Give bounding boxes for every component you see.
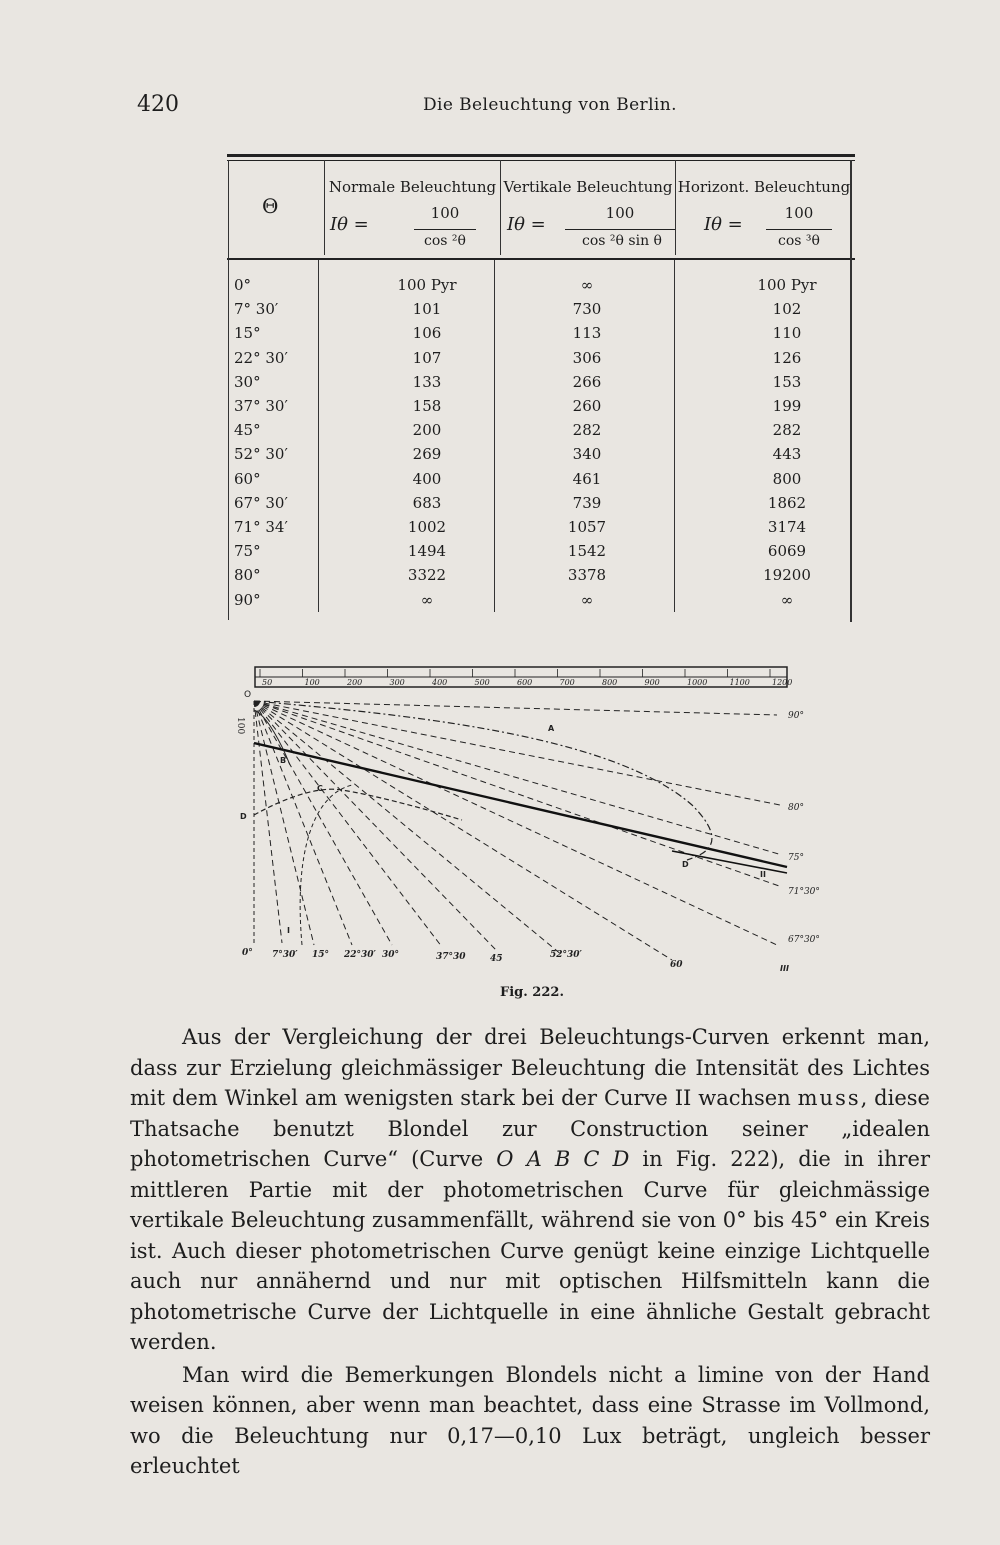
angle-label: 22°30′ [344,950,376,960]
vertical-value-cell: 113 [572,324,602,343]
vertical-value-cell: 1057 [567,518,607,536]
normal-value-cell: 107 [412,348,442,367]
normal-value-cell: 200 [412,421,442,440]
body-text [130,1022,930,1482]
figure-222 [232,655,820,995]
table-row [222,276,852,300]
angle-label: 15° [312,950,330,960]
emphasis-italic: O A B C D [496,1147,630,1171]
normal-value-cell: 683 [412,493,442,512]
page-number: 420 [137,92,179,117]
vertical-value-cell: 282 [572,421,602,440]
horizontal-value-cell: 126 [772,348,802,367]
paragraph: Aus der Vergleichung der drei Beleuchtungs-Curven erkennt man, dass zur Erzielung gleichmässiger Beleuchtung die Intensität des Lichtes mit dem Winkel am wenigsten stark bei der Curve II wachsen muss, diese Thatsache benutzt Blondel zur Construction seiner „idealen photometrischen Curve“ (Curve O A B C D in Fig. 222), die in ihrer mittleren Partie mit der photometrischen Curve für gleichmässige vertikale Beleuchtung zusammenfällt, während sie von 0° bis 45° ein Kreis ist. Auch dieser photometrischen Curve genügt keine einzige Lichtquelle auch nur annähernd und nur mit optischen Hilfsmitteln kann die photometrische Curve der Lichtquelle in eine ähnliche Gestalt gebracht werden. [130,1025,931,1354]
formula-vertical: Iθ = 100 cos ²θ sin θ [507,204,675,254]
running-title: Die Beleuchtung von Berlin. [423,95,677,115]
theta-header: Θ [262,194,279,218]
scale-label: 300 [389,678,405,687]
angle-cell: 90° [234,590,261,609]
curve-label-ii: II [760,870,766,879]
vertical-value-cell: 739 [572,493,602,512]
horizontal-value-cell: ∞ [780,590,794,609]
angle-cell: 75° [234,542,261,561]
normal-value-cell: 1494 [407,542,447,561]
angle-label: 30° [382,950,400,960]
side-scale-label: 100 [235,717,245,735]
curve-label-a: A [548,724,555,733]
angle-label: 45 [490,954,503,964]
scale-label: 50 [262,678,273,687]
normal-value-cell: 106 [412,324,442,343]
formula-horizontal: Iθ = 100 cos ³θ [704,204,850,254]
normal-value-cell: ∞ [420,590,434,609]
normal-value-cell: 158 [412,397,442,415]
curve-label-o: O [244,690,252,700]
vertical-value-cell: 1542 [567,542,607,561]
scale-label: 100 [304,678,320,687]
emphasis: muss [797,1086,861,1110]
angle-label: 60 [670,960,683,970]
table-row [222,421,852,445]
scale-label: 1100 [729,678,750,687]
horizontal-value-cell: 3174 [767,518,807,536]
curve-label-d-right: D [682,860,689,869]
angle-cell: 22° 30′ [234,348,288,367]
vertical-value-cell: 3378 [567,566,607,585]
normal-value-cell: 100 Pyr [397,276,457,294]
angle-cell: 0° [234,276,252,294]
angle-cell: 15° [234,324,261,343]
table-row [222,300,852,324]
normal-value-cell: 400 [412,469,442,488]
angle-label: 0° [242,948,253,958]
scale-label: 800 [602,678,618,687]
horizontal-value-cell: 800 [772,469,802,488]
table-row [222,494,852,518]
horizontal-value-cell: 199 [772,397,802,415]
vertical-value-cell: ∞ [580,590,594,609]
normal-value-cell: 269 [412,445,442,464]
scale-label: 1000 [687,678,708,687]
curve-label-d-left: D [240,812,247,821]
angle-cell: 67° 30′ [234,493,288,512]
normal-value-cell: 101 [412,300,442,319]
angle-cell: 52° 30′ [234,445,288,464]
table-row [222,542,852,566]
table-row [222,397,852,421]
scale-label: 1200 [772,678,793,687]
paragraph: Man wird die Bemerkungen Blondels nicht a limine von der Hand weisen können, aber wenn man beachtet, dass eine Strasse im Vollmond, wo die Beleuchtung nur 0,17—0,10 Lux beträgt, ungleich besser erleuchtet [130,1362,930,1478]
angle-label: 52°30′ [550,950,582,960]
table-row [222,349,852,373]
horizontal-value-cell: 443 [772,445,802,464]
angle-label: 37°30 [436,952,466,962]
angle-label-right: 75° [788,853,804,863]
angle-label-right: 71°30° [788,887,820,897]
angle-label-right: 90° [788,711,804,721]
horizontal-value-cell: 100 Pyr [757,276,817,294]
photometric-curves-diagram [232,655,820,995]
table-top-rule [227,154,855,157]
table-row [222,518,852,542]
horizontal-value-cell: 102 [772,300,802,319]
angle-cell: 60° [234,469,261,488]
scale-label: 400 [432,678,448,687]
angle-cell: 80° [234,566,261,585]
curve-label-b: B [280,756,287,765]
table-row [222,566,852,590]
curve-label-iii: III [780,964,789,973]
table-divider [500,160,501,255]
normal-value-cell: 1002 [407,518,447,536]
table-row [222,445,852,469]
scale-label: 900 [644,678,660,687]
illumination-table [222,154,852,624]
formula-normal: Iθ = 100 cos ²θ [330,204,498,254]
angle-cell: 7° 30′ [234,300,279,319]
vertical-value-cell: 266 [572,372,602,391]
vertical-value-cell: ∞ [580,276,594,294]
horizontal-value-cell: 153 [772,372,802,391]
page-header [137,92,697,122]
scale-label: 600 [517,678,533,687]
table-divider [324,160,325,255]
horizontal-value-cell: 110 [772,324,802,343]
horizontal-value-cell: 1862 [767,493,807,512]
angle-cell: 37° 30′ [234,397,288,415]
angle-cell: 45° [234,421,261,440]
angle-cell: 30° [234,372,261,391]
curve-label-i: I [287,926,290,935]
figure-caption: Fig. 222. [500,985,564,1000]
scale-label: 700 [559,678,575,687]
vertical-value-cell: 306 [572,348,602,367]
angle-label-right: 80° [788,803,804,813]
column-title-normal: Normale Beleuchtung [328,178,497,196]
vertical-value-cell: 340 [572,445,602,464]
normal-value-cell: 3322 [407,566,447,585]
vertical-value-cell: 260 [572,397,602,415]
angle-cell: 71° 34′ [234,518,288,536]
column-title-horizontal: Horizont. Beleuchtung [677,178,851,196]
table-top-rule-thin [227,160,855,161]
curve-label-c: C [317,784,323,793]
column-title-vertical: Vertikale Beleuchtung [503,178,673,196]
normal-value-cell: 133 [412,372,442,391]
angle-label: 7°30′ [272,950,298,960]
table-row [222,591,852,615]
scale-label: 200 [347,678,363,687]
table-header-rule [227,258,855,260]
horizontal-value-cell: 282 [772,421,802,440]
table-row [222,324,852,348]
vertical-value-cell: 461 [572,469,602,488]
horizontal-value-cell: 6069 [767,542,807,561]
table-row [222,373,852,397]
vertical-value-cell: 730 [572,300,602,319]
scale-label: 500 [474,678,490,687]
angle-label-right: 67°30° [788,935,820,945]
table-row [222,470,852,494]
horizontal-value-cell: 19200 [763,566,811,585]
